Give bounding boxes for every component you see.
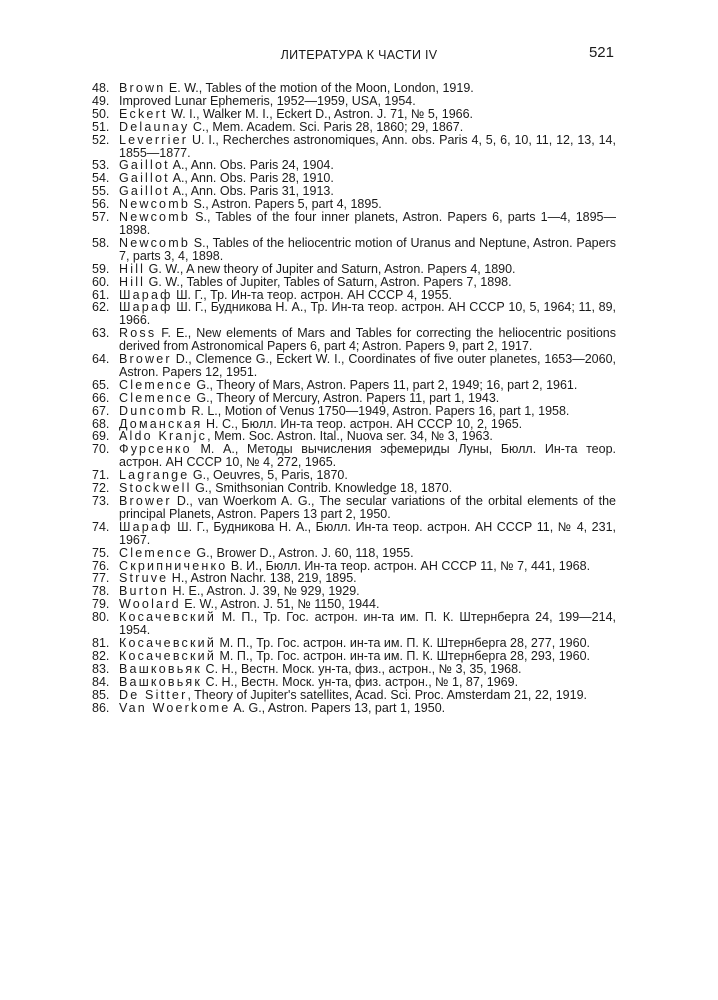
reference-number: 67. [92,403,110,418]
reference-details: A., Ann. Obs. Paris 24, 1904. [169,158,334,173]
reference-details: S., Astron. Papers 5, part 4, 1895. [189,197,382,212]
reference-author: Newcomb [119,210,190,225]
reference-author: Delaunay [119,119,190,134]
reference-text [119,443,616,469]
reference-details: С. Н., Вестн. Моск. ун-та, физ. астрон., № 1, 87, 1969. [202,674,519,689]
reference-author: Brown [119,81,166,95]
reference-number: 58. [92,235,110,250]
reference-number: 64. [92,352,110,367]
reference-number: 51. [92,119,110,134]
reference-number: 68. [92,416,110,431]
reference-item [92,443,616,469]
reference-author: Ross [119,326,157,341]
reference-details: G. W., Tables of Jupiter, Tables of Saturn, Astron. Papers 7, 1898. [145,274,512,289]
reference-item [92,521,616,547]
reference-author: Косачевский [119,648,217,663]
reference-number: 83. [92,661,110,676]
reference-item [92,211,616,237]
reference-author: Newcomb [119,197,190,212]
reference-number: 61. [92,287,110,302]
reference-number: 63. [92,326,110,341]
reference-number: 62. [92,300,110,315]
reference-number: 78. [92,584,110,599]
reference-item [92,327,616,353]
reference-details: G., Brower D., Astron. J. 60, 118, 1955. [192,545,414,560]
reference-number: 76. [92,558,110,573]
reference-author: Шараф [119,300,173,315]
reference-number: 66. [92,390,110,405]
reference-number: 73. [92,494,110,508]
reference-author: De Sitter [119,687,188,702]
reference-details: H. E., Astron. J. 39, № 929, 1929. [169,584,360,599]
running-title: ЛИТЕРАТУРА К ЧАСТИ IV [280,48,438,62]
reference-details: E. W., Tables of the motion of the Moon, London, 1919. [165,81,474,95]
reference-details: G., Oeuvres, 5, Paris, 1870. [189,468,348,483]
reference-author: Шараф [119,519,173,534]
reference-number: 65. [92,377,110,392]
reference-author: Косачевский [119,610,217,625]
reference-details: U. I., Recherches astronomiques, Ann. obs. Paris 4, 5, 6, 10, 11, 12, 13, 14, 1855—1877. [119,132,616,160]
reference-details: C., Mem. Academ. Sci. Paris 28, 1860; 29, 1867. [189,119,464,134]
reference-author: Вашковьяк [119,674,203,689]
reference-number: 70. [92,442,110,457]
reference-item [92,237,616,263]
reference-number: 75. [92,545,110,560]
reference-details: М. П., Тр. Гос. астрон. ин-та им. П. К. Штернберга 28, 277, 1960. [216,635,590,650]
reference-author: Косачевский [119,635,217,650]
reference-author: Eckert [119,106,168,121]
reference-number: 74. [92,519,110,534]
reference-author: Leverrier [119,132,189,147]
reference-details: М. А., Методы вычисления эфемериды Луны, Бюлл. Ин-та теор. астрон. АН СССР 10, № 4, 272, 1965. [119,442,616,470]
reference-details: E. W., Astron. J. 51, № 1150, 1944. [180,597,380,612]
reference-number: 48. [92,81,110,95]
reference-author: Шараф [119,287,173,302]
reference-author: Доманская [119,416,203,431]
reference-number: 85. [92,687,110,702]
reference-author: Stockwell [119,481,192,496]
page-number: 521 [588,44,614,61]
reference-author: Hill [119,261,146,276]
reference-details: Ш. Г., Будникова Н. А., Тр. Ин-та теор. астрон. АН СССР 10, 5, 1964; 11, 89, 1966. [119,300,616,328]
reference-author: Clemence [119,545,193,560]
reference-author: Newcomb [119,235,190,250]
reference-details: S., Tables of the four inner planets, Astron. Papers 6, parts 1—4, 1895—1898. [119,210,616,237]
reference-details: A. G., Astron. Papers 13, part 1, 1950. [230,700,446,715]
reference-details: Ш. Г., Будникова Н. А., Бюлл. Ин-та теор. астрон. АН СССР 11, № 4, 231, 1967. [119,519,616,547]
reference-author: Woolard [119,597,181,612]
reference-author: Hill [119,274,146,289]
reference-text [119,327,616,353]
reference-number: 77. [92,571,110,586]
reference-author: Aldo Kranjc [119,429,208,444]
reference-text [119,611,616,637]
reference-number: 53. [92,158,110,173]
reference-author: Gaillot [119,158,170,173]
reference-text [119,495,616,521]
reference-number: 59. [92,261,110,276]
reference-details: W. I., Walker M. I., Eckert D., Astron. J. 71, № 5, 1966. [167,106,474,121]
reference-number: 60. [92,274,110,289]
reference-number: 56. [92,197,110,212]
reference-number: 82. [92,648,110,663]
reference-details: R. L., Motion of Venus 1750—1949, Astron. Papers 16, part 1, 1958. [187,403,570,418]
reference-number: 69. [92,429,110,444]
reference-item [92,301,616,327]
reference-details: A., Ann. Obs. Paris 28, 1910. [169,171,334,186]
reference-author: Burton [119,584,170,599]
reference-details: D., Clemence G., Eckert W. I., Coordinates of five outer planetes, 1653—2060, Astron. Papers 12, 1951. [119,352,616,379]
reference-number: 72. [92,481,110,496]
reference-text [119,211,616,237]
reference-author: Clemence [119,390,193,405]
reference-number: 80. [92,610,110,625]
reference-text [119,353,616,379]
reference-details: G., Smithsonian Contrib. Knowledge 18, 1870. [191,481,453,496]
reference-text [119,301,616,327]
reference-item [92,495,616,521]
reference-author: Lagrange [119,468,190,483]
reference-author: Brower [119,494,172,508]
reference-details: G., Theory of Mars, Astron. Papers 11, part 2, 1949; 16, part 2, 1961. [192,377,578,392]
reference-list [92,82,616,714]
reference-number: 86. [92,700,110,715]
reference-number: 79. [92,597,110,612]
reference-item [92,353,616,379]
reference-number: 49. [92,93,110,108]
reference-number: 57. [92,210,110,225]
reference-details: М. П., Тр. Гос. астрон. ин-та им. П. К. Штернберга 24, 199—214, 1954. [119,610,616,638]
reference-item [92,134,616,160]
page-header [0,44,718,66]
reference-details: Improved Lunar Ephemeris, 1952—1959, USA, 1954. [119,93,416,108]
reference-text [119,237,616,263]
reference-number: 55. [92,184,110,199]
reference-item [92,611,616,637]
reference-details: М. П., Тр. Гос. астрон. ин-та им. П. К. Штернберга 28, 293, 1960. [216,648,590,663]
reference-details: G., Theory of Mercury, Astron. Papers 11, part 1, 1943. [192,390,500,405]
reference-number: 52. [92,132,110,147]
reference-details: A., Ann. Obs. Paris 31, 1913. [169,184,334,199]
reference-details: С. Н., Вестн. Моск. ун-та, физ., астрон., № 3, 35, 1968. [202,661,522,676]
reference-author: Clemence [119,377,193,392]
reference-author: Struve [119,571,169,586]
reference-details: , Theory of Jupiter's satellites, Acad. Sci. Proc. Amsterdam 21, 22, 1919. [187,687,588,702]
reference-author: Gaillot [119,171,170,186]
reference-number: 71. [92,468,110,483]
reference-author: Скрипниченко [119,558,228,573]
reference-text [119,521,616,547]
reference-number: 54. [92,171,110,186]
reference-details: В. И., Бюлл. Ин-та теор. астрон. АН СССР 11, № 7, 441, 1968. [227,558,591,573]
reference-author: Gaillot [119,184,170,199]
reference-details: G. W., A new theory of Jupiter and Saturn, Astron. Papers 4, 1890. [145,261,516,276]
reference-author: Brower [119,352,172,367]
reference-number: 84. [92,674,110,689]
reference-details: F. E., New elements of Mars and Tables for correcting the heliocentric positions derived from Astronomical Papers 6, part 4; Astron. Papers 9, part 2, 1917. [119,326,616,354]
reference-details: S., Tables of the heliocentric motion of Uranus and Neptune, Astron. Papers 7, parts 3, 4, 1898. [119,235,616,263]
reference-details: D., van Woerkom A. G., The secular variations of the orbital elements of the principal Planets, Astron. Papers 13 part 2, 1950. [119,494,616,521]
reference-text [119,702,616,715]
reference-details: Н. С., Бюлл. Ин-та теор. астрон. АН СССР 10, 2, 1965. [202,416,523,431]
reference-author: Duncomb [119,403,188,418]
reference-author: Van Woerkome [119,700,231,715]
reference-author: Вашковьяк [119,661,203,676]
reference-details: Ш. Г., Тр. Ин-та теор. астрон. АН СССР 4, 1955. [172,287,453,302]
reference-item [92,702,616,715]
reference-number: 81. [92,635,110,650]
reference-text [119,134,616,160]
reference-details: H., Astron Nachr. 138, 219, 1895. [168,571,357,586]
reference-details: , Mem. Soc. Astron. Ital., Nuova ser. 34, № 3, 1963. [207,429,493,444]
reference-author: Фурсенко [119,442,192,457]
reference-number: 50. [92,106,110,121]
